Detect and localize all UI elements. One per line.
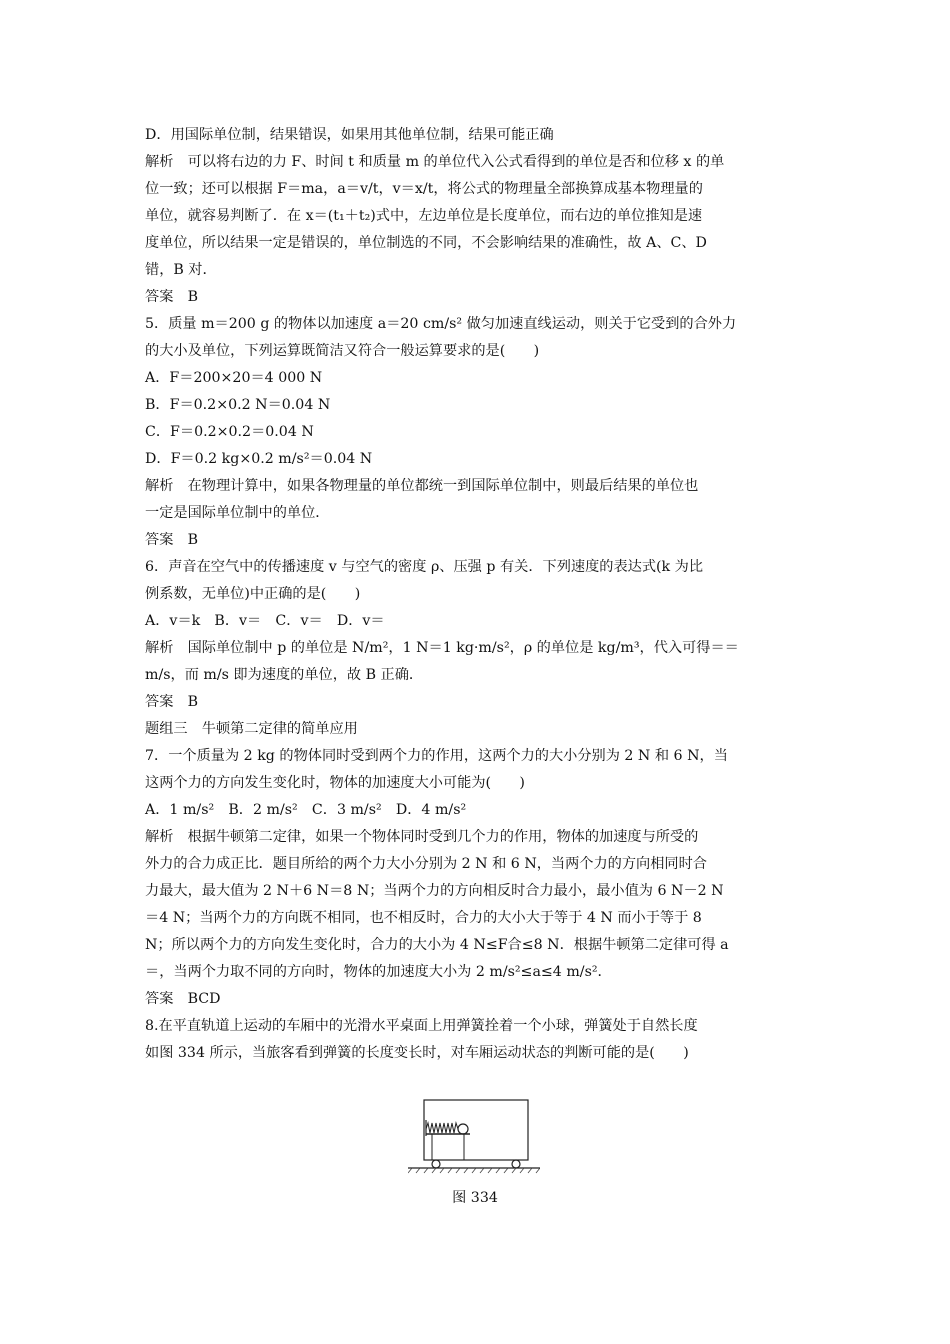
document-body bbox=[145, 122, 810, 1067]
answer-line: 答案 BCD bbox=[145, 991, 221, 1007]
wheel bbox=[432, 1160, 440, 1168]
answer-line: 答案 B bbox=[145, 694, 198, 710]
text-line: 的大小及单位，下列运算既简洁又符合一般运算要求的是( ) bbox=[145, 343, 540, 359]
track-hatching bbox=[408, 1168, 540, 1173]
ball bbox=[458, 1124, 468, 1134]
text-line: 解析 根据牛顿第二定律，如果一个物体同时受到几个力的作用，物体的加速度与所受的 bbox=[145, 829, 699, 845]
text-line: 例系数，无单位)中正确的是( ) bbox=[145, 586, 361, 602]
text-line: 解析 在物理计算中，如果各物理量的单位都统一到国际单位制中，则最后结果的单位也 bbox=[145, 478, 699, 494]
text-line: D．用国际单位制，结果错误，如果用其他单位制，结果可能正确 bbox=[145, 127, 554, 143]
train-car-diagram bbox=[408, 1096, 540, 1176]
question-8: 8.在平直轨道上运动的车厢中的光滑水平桌面上用弹簧拴着一个小球，弹簧处于自然长度 bbox=[145, 1018, 698, 1034]
spring bbox=[426, 1123, 458, 1133]
question-7: 7．一个质量为 2 kg 的物体同时受到两个力的作用，这两个力的大小分别为 2 N 和 6 N，当 bbox=[145, 748, 728, 764]
text-line: 度单位，所以结果一定是错误的，单位制选的不同，不会影响结果的准确性，故 A、C、D bbox=[145, 235, 707, 251]
answer-line: 答案 B bbox=[145, 532, 198, 548]
option-b: B．F＝0.2×0.2 N＝0.04 N bbox=[145, 397, 331, 413]
text-line: m/s，而 m/s 即为速度的单位，故 B 正确． bbox=[145, 667, 424, 683]
text-line: 一定是国际单位制中的单位． bbox=[145, 505, 330, 521]
text-line: 解析 可以将右边的力 F、时间 t 和质量 m 的单位代入公式看得到的单位是否和位移 x 的单 bbox=[145, 154, 725, 170]
options-line: A．1 m/s² B．2 m/s² C．3 m/s² D．4 m/s² bbox=[145, 802, 467, 818]
text-line: N；所以两个力的方向发生变化时，合力的大小为 4 N≤F合≤8 N．根据牛顿第二定律可得 a bbox=[145, 937, 729, 953]
question-6: 6．声音在空气中的传播速度 v 与空气的密度 ρ、压强 p 有关．下列速度的表达式(k 为比 bbox=[145, 559, 704, 575]
text-line: 如图 334 所示，当旅客看到弹簧的长度变长时，对车厢运动状态的判断可能的是( ) bbox=[145, 1045, 689, 1061]
text-line: ＝4 N；当两个力的方向既不相同，也不相反时，合力的大小大于等于 4 N 而小于等于 8 bbox=[145, 910, 702, 926]
text-line: 力最大，最大值为 2 N＋6 N＝8 N；当两个力的方向相反时合力最小，最小值为 6 N－2 N bbox=[145, 883, 724, 899]
option-a: A．F＝200×20＝4 000 N bbox=[145, 370, 323, 386]
options-line: A．v＝k B．v＝ C．v＝ D．v＝ bbox=[145, 613, 385, 629]
answer-line: 答案 B bbox=[145, 289, 198, 305]
section-heading: 题组三 牛顿第二定律的简单应用 bbox=[145, 721, 358, 737]
text-line: ＝，当两个力取不同的方向时，物体的加速度大小为 2 m/s²≤a≤4 m/s²． bbox=[145, 964, 612, 980]
text-line: 这两个力的方向发生变化时，物体的加速度大小可能为( ) bbox=[145, 775, 525, 791]
text-line: 外力的合力成正比．题目所给的两个力大小分别为 2 N 和 6 N，当两个力的方向相同时合 bbox=[145, 856, 707, 872]
option-c: C．F＝0.2×0.2＝0.04 N bbox=[145, 424, 314, 440]
question-5: 5．质量 m＝200 g 的物体以加速度 a＝20 cm/s² 做匀加速直线运动，则关于它受到的合外力 bbox=[145, 316, 737, 332]
option-d: D．F＝0.2 kg×0.2 m/s²＝0.04 N bbox=[145, 451, 373, 467]
text-line: 单位，就容易判断了．在 x＝(t₁＋t₂)式中，左边单位是长度单位，而右边的单位推知是速 bbox=[145, 208, 703, 224]
figure-caption: 图 334 bbox=[452, 1190, 498, 1206]
text-line: 解析 国际单位制中 p 的单位是 N/m²，1 N＝1 kg·m/s²，ρ 的单位是 kg/m³，代入可得＝＝ bbox=[145, 640, 739, 656]
car-body bbox=[424, 1100, 528, 1160]
text-line: 错，B 对． bbox=[145, 262, 217, 278]
wheel bbox=[512, 1160, 520, 1168]
text-line: 位一致；还可以根据 F＝ma，a＝v/t，v＝x/t，将公式的物理量全部换算成基本物理量的 bbox=[145, 181, 703, 197]
